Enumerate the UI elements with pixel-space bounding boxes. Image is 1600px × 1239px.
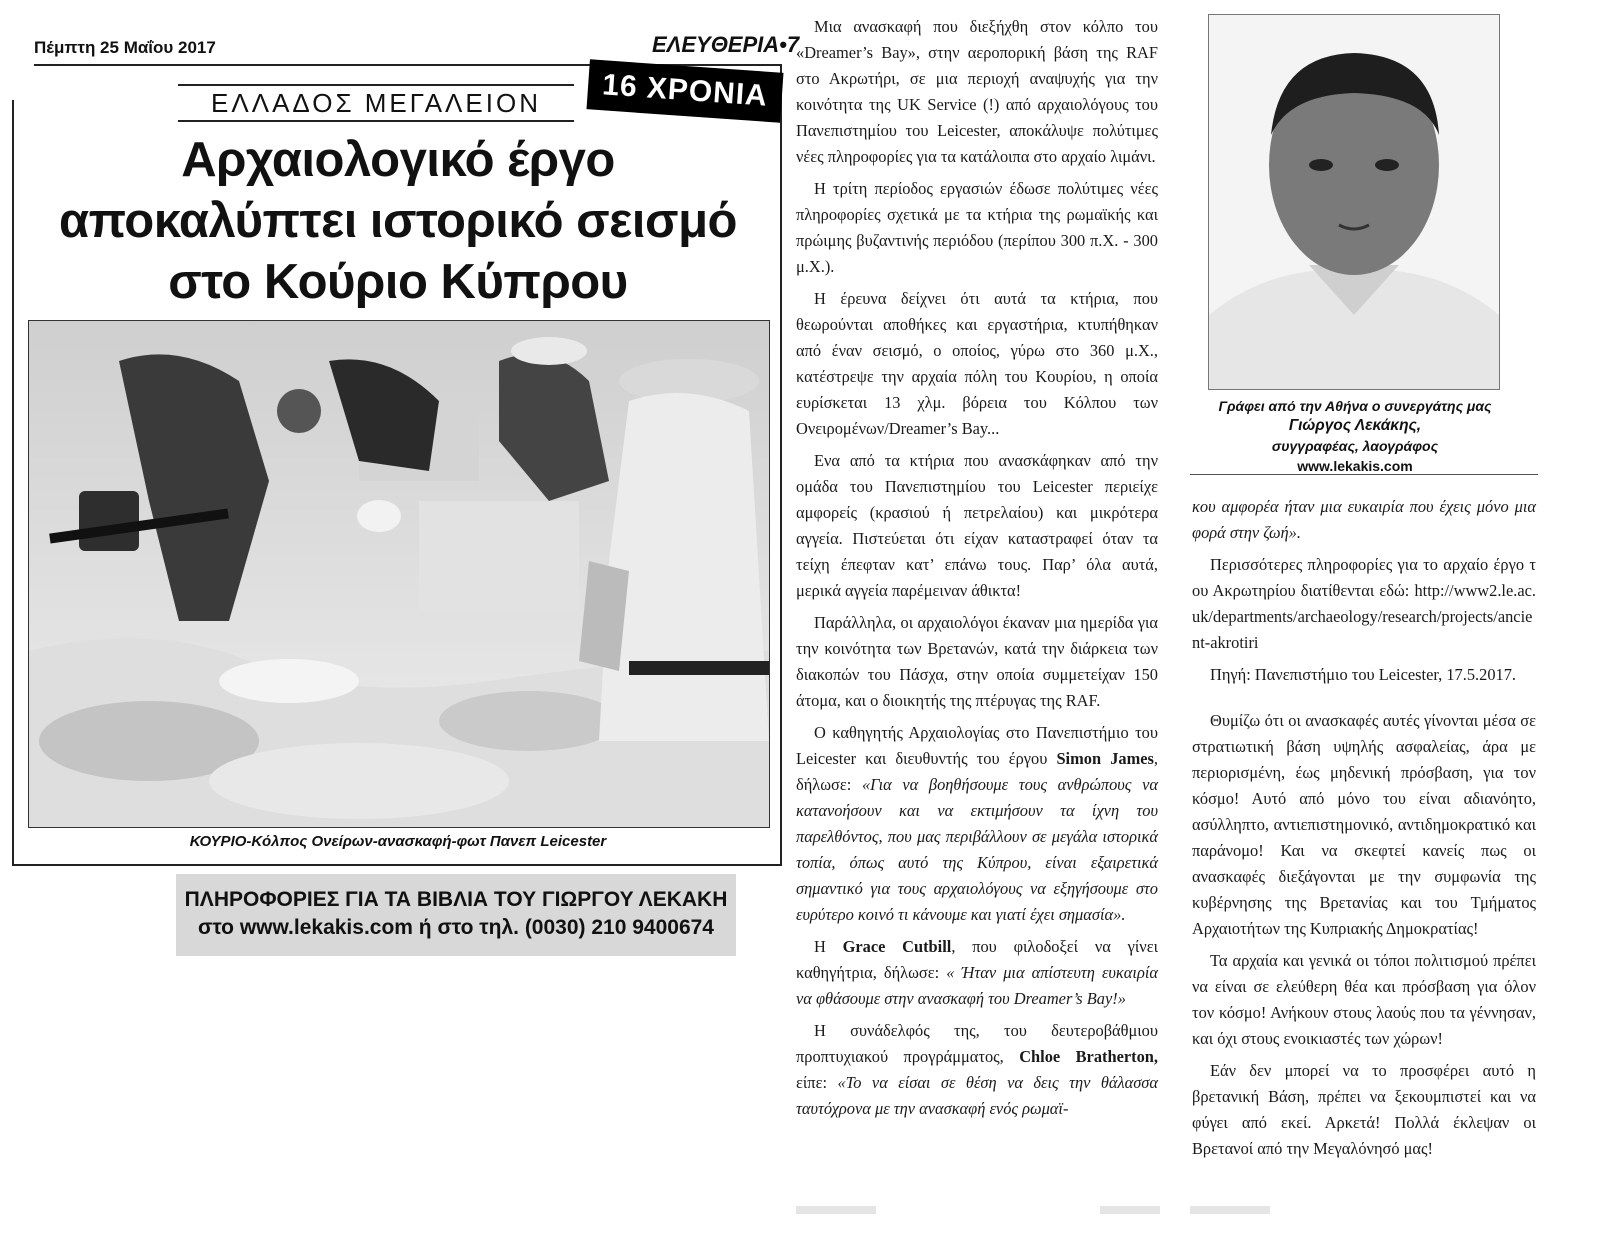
text-run: Ο καθηγητής Αρχαιολογίας στο Πανεπιστήμιο του Leicester και διευθυντής του έργου	[796, 723, 1158, 768]
person-name: Simon James	[1056, 749, 1154, 768]
headline-line-3: στο Κούριο Κύπρου	[168, 255, 628, 309]
article-paragraph: Εάν δεν μπορεί να το προσφέρει αυτό η βρετανική Βάση, πρέπει να ξεκουμπιστεί και να φύγει από εκεί. Αρκετά! Πολλά έκλεψαν οι Βρετανοί από την Μεγαλόνησό μας!	[1192, 1061, 1536, 1158]
headline-line-1: Αρχαιολογικό έργο	[181, 133, 615, 187]
article-paragraph: Πηγή: Πανεπιστήμιο του Leicester, 17.5.2017.	[1210, 665, 1517, 684]
author-website: www.lekakis.com	[1297, 458, 1413, 474]
article-paragraph: Περισσότερες πληροφορίες για το αρχαίο έργο του Ακρωτηρίου διατίθενται εδώ: http://www2.le.ac.uk/departments/archaeology/research/projects/ancient-akrotiri	[1192, 555, 1536, 652]
quote: «Το να είσαι σε θέση να δεις την θάλασσα ταυτόχρονα με την ανασκαφή ενός ρωμαϊ-	[796, 1073, 1158, 1118]
article-paragraph	[796, 934, 1158, 1012]
excavation-photo	[28, 320, 770, 828]
author-role: συγγραφέας, λαογράφος	[1271, 438, 1439, 454]
article-paragraph: Τα αρχαία και γενικά οι τόποι πολιτισμού πρέπει να είναι σε ελεύθερη θέα και πρόσβαση για όλον τον κόσμο! Ανήκουν στους λαούς που τα γέννησαν, και όχι στους ενοικιαστές των χώρων!	[1192, 951, 1536, 1048]
article-paragraph	[796, 720, 1158, 928]
article-column-2	[1192, 494, 1536, 1168]
article-paragraph: Ενα από τα κτήρια που ανασκάφηκαν από την ομάδα του Πανεπιστημίου του Leicester περιείχε αμφορείς (κρασιού ή πετρελαίου) και μικρότερα αγγεία. Πιστεύεται ότι είχαν καταστραφεί όταν τα τείχη έπεφταν κατ’ επάνω τους. Παρ’ όλα αυτά, μερικά αγγεία παρέμειναν άθικτα!	[796, 451, 1158, 600]
quote: «Για να βοηθήσουμε τους ανθρώπους να κατανοήσουν και να εκτιμήσουν τα ίχνη του παρελθόντος, που μας περιβάλλουν σε μεγάλα ιστορικά τοπία, όπως αυτό της Κύπρου, είναι εξαιρετικά σημαντικό για τους αρχαιολόγους να εξηγήσουμε στο ευρύτερο κοινό τι κάνουμε και γιατί έχει σημασία».	[796, 775, 1158, 924]
text-run: Η συνάδελφός της, του δευτεροβάθμιου προπτυχιακού προγράμματος,	[796, 1021, 1158, 1066]
article-paragraph: Παράλληλα, οι αρχαιολόγοι έκαναν μια ημερίδα για την κοινότητα των Βρετανών, κατά την διάρκεια των διακοπών του Πάσχα, στην οποία συμμετείχαν 150 άτομα, και ο διοικητής της πτέρυγας της RAF.	[796, 613, 1158, 710]
article-paragraph	[1192, 494, 1536, 546]
quote: κου αμφορέα ήταν μια ευκαιρία που έχεις μόνο μια φορά στην ζωή».	[1192, 497, 1536, 542]
frame-bottom-rule	[12, 864, 782, 866]
page-edge-mark	[1190, 1206, 1270, 1214]
article-paragraph: Η έρευνα δείχνει ότι αυτά τα κτήρια, που θεωρούνται αποθήκες και εργαστήρια, κτυπήθηκαν από έναν σεισμό, ο οποίος, γύρω στο 360 μ.Χ., κατέστρεψε την αρχαία πόλη του Κουρίου, η οποία ευρίσκεται 13 χλμ. βόρεια του Κόλπου των Ονειρομένων/Dreamer’s Bay...	[796, 289, 1158, 438]
section-kicker: ΕΛΛΑΔΟΣ ΜΕΓΑΛΕΙΟΝ	[178, 84, 574, 122]
article-column-1	[796, 14, 1158, 1128]
text-run: Η	[814, 937, 843, 956]
person-name: Grace Cutbill	[842, 937, 952, 956]
article-paragraph: Η τρίτη περίοδος εργασιών έδωσε πολύτιμες νέες πληροφορίες σχετικά με τα κτήρια της ρωμαϊκής και πρώιμης βυζαντινής περιόδου (περίπου 300 π.Χ. - 300 μ.Χ.).	[796, 179, 1158, 276]
person-name: Chloe Bratherton,	[1019, 1047, 1158, 1066]
headline	[14, 130, 782, 313]
author-intro: Γράφει από την Αθήνα ο συνεργάτης μας	[1218, 398, 1492, 414]
article-paragraph: Μια ανασκαφή που διεξήχθη στον κόλπο του «Dreamer’s Bay», στην αεροπορική βάση της RAF στο Ακρωτήρι, σε μια περιοχή αναψυχής για την κοινότητα της UK Service (!) από αρχαιολόγους του Πανεπιστημίου του Leicester, αποκάλυψε πολύτιμες νέες πληροφορίες για τα κατάλοιπα στο αρχαίο λιμάνι.	[796, 17, 1158, 166]
page-edge-mark	[796, 1206, 876, 1214]
quote: « Ήταν μια απίστευτη ευκαιρία να φθάσουμε στην ανασκαφή του Dreamer’s Bay!»	[796, 963, 1158, 1008]
author-portrait	[1208, 14, 1500, 390]
anniversary-badge: 16 ΧΡΟΝΙΑ	[586, 59, 783, 122]
books-info-line-2: στο www.lekakis.com ή στο τηλ. (0030) 210 9400674	[198, 916, 714, 939]
author-name: Γιώργος Λεκάκης,	[1288, 417, 1422, 434]
books-info-box	[176, 874, 736, 956]
column-2-rule	[1190, 474, 1538, 475]
text-run: , δήλωσε:	[796, 749, 1158, 794]
text-run: είπε:	[796, 1073, 838, 1092]
photo-caption: ΚΟΥΡΙΟ-Κόλπος Ονείρων-ανασκαφή-φωτ Πανεπ Leicester	[189, 833, 607, 850]
author-caption	[1180, 396, 1530, 476]
books-info-line-1: ΠΛΗΡΟΦΟΡΙΕΣ ΓΙΑ ΤΑ ΒΙΒΛΙΑ ΤΟΥ ΓΙΩΡΓΟΥ ΛΕΚΑΚΗ	[184, 888, 728, 911]
newspaper-name: ΕΛΕΥΘΕΡΙΑ•7	[652, 32, 800, 57]
text-run: , που φιλοδοξεί να γίνει καθηγήτρια, δήλωσε:	[796, 937, 1158, 982]
issue-date: Πέμπτη 25 Μαΐου 2017	[34, 38, 216, 57]
page-edge-mark	[1100, 1206, 1160, 1214]
article-paragraph: Θυμίζω ότι οι ανασκαφές αυτές γίνονται μέσα σε στρατιωτική βάση υψηλής ασφαλείας, άρα με περιορισμένη, έως μηδενική πρόσβαση, για τον κόσμο! Αυτό από μόνο του είναι αδιανόητο, ασύλληπτο, αντιεπιστημονικό, αντιδημοκρατικό και παράνομο! Και να σκεφτεί κανείς πως οι ανασκαφές διεξάγονται με την συμφωνία της κυβέρνησης της Βρετανίας και του Τμήματος Αρχαιοτήτων της Κυπριακής Δημοκρατίας!	[1192, 711, 1536, 938]
headline-line-2: αποκαλύπτει ιστορικό σεισμό	[59, 194, 737, 248]
article-paragraph	[796, 1018, 1158, 1122]
